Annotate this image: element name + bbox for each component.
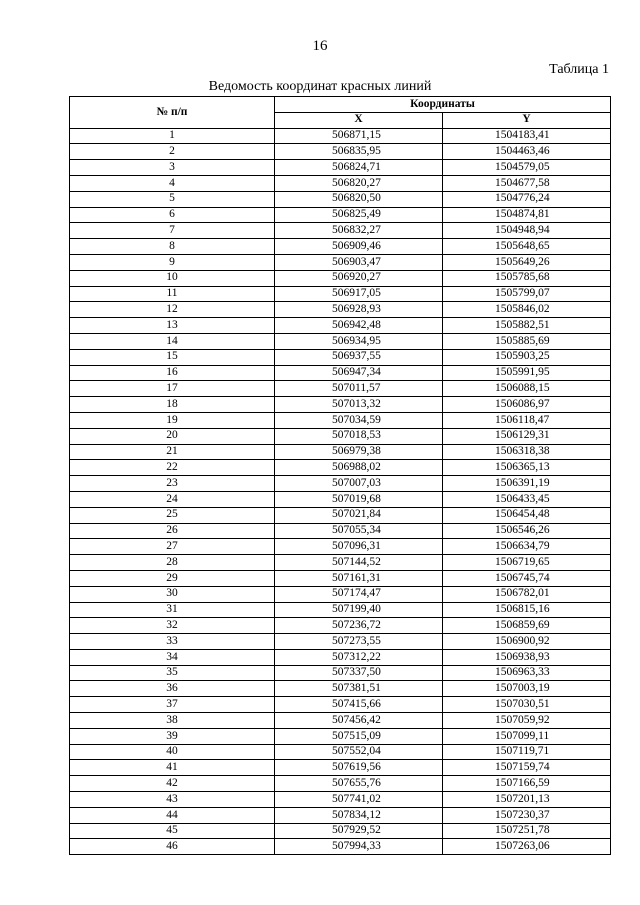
y-value: 1506900,92 (443, 634, 611, 650)
y-value: 1506938,93 (443, 649, 611, 665)
y-value: 1504677,58 (443, 175, 611, 191)
header-y: Y (443, 112, 611, 128)
table-row (70, 807, 611, 823)
x-value: 507144,52 (275, 555, 443, 571)
page-number: 16 (312, 38, 328, 54)
y-value: 1506546,26 (443, 523, 611, 539)
y-value: 1504183,41 (443, 128, 611, 144)
table-row (70, 128, 611, 144)
row-number: 44 (70, 807, 275, 823)
table-caption: Ведомость координат красных линий (208, 79, 432, 94)
y-value: 1506391,19 (443, 476, 611, 492)
table-row (70, 349, 611, 365)
table-row (70, 634, 611, 650)
row-number: 30 (70, 586, 275, 602)
row-number: 6 (70, 207, 275, 223)
y-value: 1506719,65 (443, 555, 611, 571)
row-number: 13 (70, 318, 275, 334)
table-row (70, 586, 611, 602)
table-row (70, 191, 611, 207)
x-value: 507055,34 (275, 523, 443, 539)
table-row (70, 618, 611, 634)
x-value: 507381,51 (275, 681, 443, 697)
coordinates-table (69, 96, 611, 855)
table-row (70, 302, 611, 318)
table-row (70, 207, 611, 223)
y-value: 1505991,95 (443, 365, 611, 381)
row-number: 20 (70, 428, 275, 444)
row-number: 4 (70, 175, 275, 191)
table-row (70, 365, 611, 381)
y-value: 1507263,06 (443, 839, 611, 855)
row-number: 26 (70, 523, 275, 539)
y-value: 1506745,74 (443, 570, 611, 586)
x-value: 507552,04 (275, 744, 443, 760)
table-row (70, 776, 611, 792)
y-value: 1505903,25 (443, 349, 611, 365)
y-value: 1507251,78 (443, 823, 611, 839)
table-row (70, 555, 611, 571)
row-number: 37 (70, 697, 275, 713)
table-row (70, 397, 611, 413)
row-number: 18 (70, 397, 275, 413)
table-row (70, 381, 611, 397)
row-number: 25 (70, 507, 275, 523)
x-value: 506928,93 (275, 302, 443, 318)
y-value: 1504579,05 (443, 160, 611, 176)
x-value: 507034,59 (275, 412, 443, 428)
y-value: 1506088,15 (443, 381, 611, 397)
table-row (70, 681, 611, 697)
x-value: 507415,66 (275, 697, 443, 713)
row-number: 38 (70, 713, 275, 729)
x-value: 507515,09 (275, 728, 443, 744)
table-row (70, 649, 611, 665)
y-value: 1506963,33 (443, 665, 611, 681)
x-value: 506909,46 (275, 239, 443, 255)
row-number: 14 (70, 333, 275, 349)
x-value: 506871,15 (275, 128, 443, 144)
y-value: 1507059,92 (443, 713, 611, 729)
x-value: 507019,68 (275, 491, 443, 507)
row-number: 34 (70, 649, 275, 665)
y-value: 1505799,07 (443, 286, 611, 302)
y-value: 1506433,45 (443, 491, 611, 507)
y-value: 1505846,02 (443, 302, 611, 318)
x-value: 507011,57 (275, 381, 443, 397)
y-value: 1506365,13 (443, 460, 611, 476)
header-num: № п/п (70, 97, 275, 129)
x-value: 507174,47 (275, 586, 443, 602)
table-row (70, 254, 611, 270)
y-value: 1505649,26 (443, 254, 611, 270)
y-value: 1507099,11 (443, 728, 611, 744)
row-number: 1 (70, 128, 275, 144)
table-row (70, 523, 611, 539)
x-value: 507655,76 (275, 776, 443, 792)
y-value: 1506634,79 (443, 539, 611, 555)
y-value: 1506815,16 (443, 602, 611, 618)
row-number: 29 (70, 570, 275, 586)
x-value: 506937,55 (275, 349, 443, 365)
table-row (70, 665, 611, 681)
table-row (70, 839, 611, 855)
y-value: 1506129,31 (443, 428, 611, 444)
row-number: 43 (70, 792, 275, 808)
row-number: 24 (70, 491, 275, 507)
row-number: 40 (70, 744, 275, 760)
y-value: 1507201,13 (443, 792, 611, 808)
y-value: 1505648,65 (443, 239, 611, 255)
x-value: 506988,02 (275, 460, 443, 476)
row-number: 22 (70, 460, 275, 476)
row-number: 7 (70, 223, 275, 239)
row-number: 39 (70, 728, 275, 744)
row-number: 15 (70, 349, 275, 365)
table-row (70, 713, 611, 729)
y-value: 1506454,48 (443, 507, 611, 523)
row-number: 11 (70, 286, 275, 302)
y-value: 1504776,24 (443, 191, 611, 207)
x-value: 506824,71 (275, 160, 443, 176)
table-row (70, 460, 611, 476)
x-value: 507273,55 (275, 634, 443, 650)
x-value: 506920,27 (275, 270, 443, 286)
x-value: 507096,31 (275, 539, 443, 555)
row-number: 16 (70, 365, 275, 381)
y-value: 1505885,69 (443, 333, 611, 349)
row-number: 2 (70, 144, 275, 160)
table-row (70, 602, 611, 618)
y-value: 1506782,01 (443, 586, 611, 602)
table-row (70, 144, 611, 160)
row-number: 8 (70, 239, 275, 255)
row-number: 32 (70, 618, 275, 634)
table-row (70, 792, 611, 808)
row-number: 42 (70, 776, 275, 792)
table-row (70, 223, 611, 239)
row-number: 9 (70, 254, 275, 270)
row-number: 10 (70, 270, 275, 286)
table-row (70, 539, 611, 555)
x-value: 506947,34 (275, 365, 443, 381)
y-value: 1504874,81 (443, 207, 611, 223)
table-row (70, 507, 611, 523)
row-number: 19 (70, 412, 275, 428)
y-value: 1507119,71 (443, 744, 611, 760)
table-body (70, 128, 611, 855)
header-x: X (275, 112, 443, 128)
row-number: 45 (70, 823, 275, 839)
table-row (70, 760, 611, 776)
x-value: 507337,50 (275, 665, 443, 681)
y-value: 1506086,97 (443, 397, 611, 413)
header-coords: Координаты (275, 97, 611, 113)
x-value: 506979,38 (275, 444, 443, 460)
table-row (70, 412, 611, 428)
x-value: 507199,40 (275, 602, 443, 618)
y-value: 1504948,94 (443, 223, 611, 239)
x-value: 506942,48 (275, 318, 443, 334)
table-row (70, 428, 611, 444)
row-number: 12 (70, 302, 275, 318)
table-row (70, 476, 611, 492)
x-value: 506820,50 (275, 191, 443, 207)
table-row (70, 160, 611, 176)
table-row (70, 318, 611, 334)
table-label: Таблица 1 (549, 62, 609, 77)
x-value: 507021,84 (275, 507, 443, 523)
x-value: 507741,02 (275, 792, 443, 808)
row-number: 21 (70, 444, 275, 460)
y-value: 1506859,69 (443, 618, 611, 634)
row-number: 41 (70, 760, 275, 776)
row-number: 35 (70, 665, 275, 681)
table-row (70, 491, 611, 507)
x-value: 507161,31 (275, 570, 443, 586)
x-value: 507834,12 (275, 807, 443, 823)
row-number: 36 (70, 681, 275, 697)
row-number: 33 (70, 634, 275, 650)
x-value: 506934,95 (275, 333, 443, 349)
y-value: 1507166,59 (443, 776, 611, 792)
y-value: 1507003,19 (443, 681, 611, 697)
table-row (70, 175, 611, 191)
table-row (70, 570, 611, 586)
x-value: 507619,56 (275, 760, 443, 776)
x-value: 506820,27 (275, 175, 443, 191)
x-value: 506917,05 (275, 286, 443, 302)
table-row (70, 697, 611, 713)
x-value: 507456,42 (275, 713, 443, 729)
x-value: 507007,03 (275, 476, 443, 492)
x-value: 506835,95 (275, 144, 443, 160)
y-value: 1504463,46 (443, 144, 611, 160)
row-number: 46 (70, 839, 275, 855)
table-row (70, 270, 611, 286)
y-value: 1507030,51 (443, 697, 611, 713)
y-value: 1505785,68 (443, 270, 611, 286)
table-row (70, 333, 611, 349)
y-value: 1507230,37 (443, 807, 611, 823)
y-value: 1506318,38 (443, 444, 611, 460)
row-number: 23 (70, 476, 275, 492)
x-value: 507994,33 (275, 839, 443, 855)
x-value: 506825,49 (275, 207, 443, 223)
y-value: 1506118,47 (443, 412, 611, 428)
x-value: 506832,27 (275, 223, 443, 239)
x-value: 507236,72 (275, 618, 443, 634)
row-number: 17 (70, 381, 275, 397)
x-value: 507013,32 (275, 397, 443, 413)
table-row (70, 444, 611, 460)
row-number: 31 (70, 602, 275, 618)
table-row (70, 286, 611, 302)
row-number: 3 (70, 160, 275, 176)
x-value: 507312,22 (275, 649, 443, 665)
x-value: 506903,47 (275, 254, 443, 270)
table-row (70, 239, 611, 255)
row-number: 27 (70, 539, 275, 555)
table-row (70, 744, 611, 760)
x-value: 507018,53 (275, 428, 443, 444)
row-number: 5 (70, 191, 275, 207)
x-value: 507929,52 (275, 823, 443, 839)
y-value: 1507159,74 (443, 760, 611, 776)
row-number: 28 (70, 555, 275, 571)
table-row (70, 728, 611, 744)
y-value: 1505882,51 (443, 318, 611, 334)
table-row (70, 823, 611, 839)
